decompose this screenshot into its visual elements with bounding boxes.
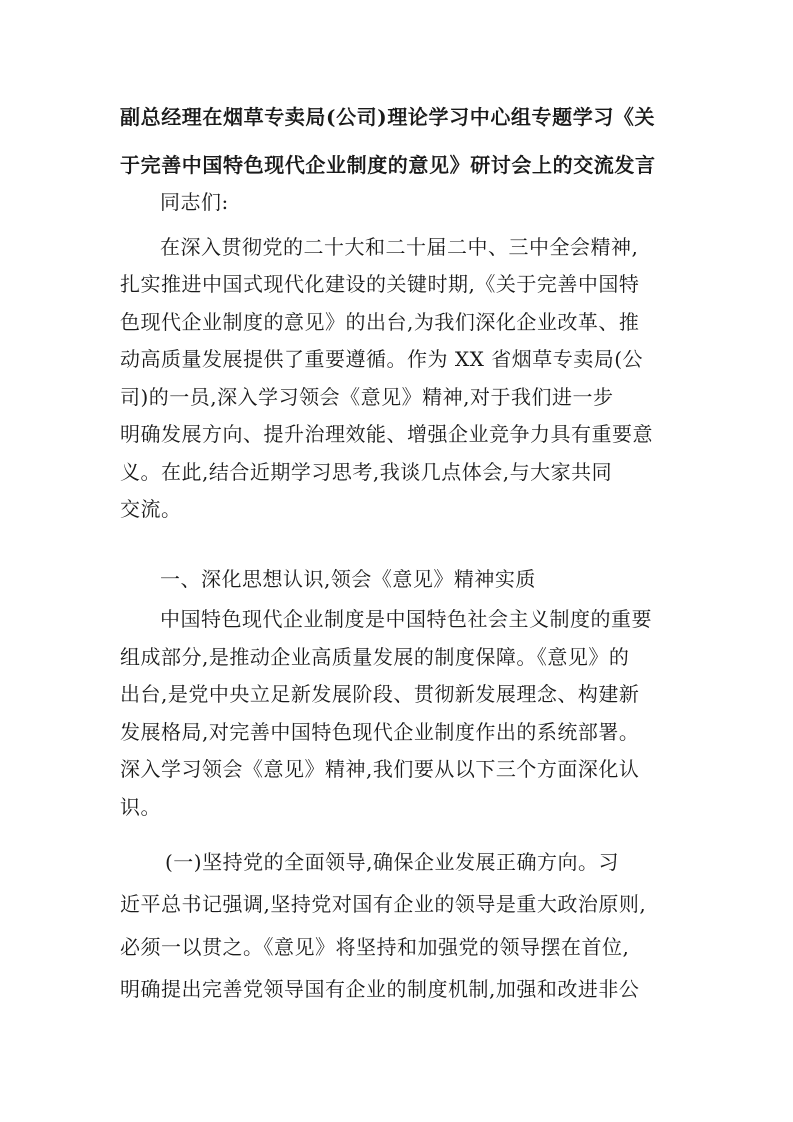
document-title-line-1: 副总经理在烟草专卖局(公司)理论学习中心组专题学习《关 (120, 105, 656, 129)
paragraph-1-line-2: 扎实推进中国式现代化建设的关键时期,《关于完善中国特 (120, 272, 640, 296)
paragraph-3-line-3: 必须一以贯之。《意见》将坚持和加强党的领导摆在首位, (120, 935, 630, 959)
paragraph-3-line-2: 近平总书记强调,坚持党对国有企业的领导是重大政治原则, (120, 892, 647, 916)
section-heading-1: 一、深化思想认识,领会《意见》精神实质 (160, 567, 536, 591)
paragraph-2-line-1: 中国特色现代企业制度是中国特色社会主义制度的重要 (160, 607, 652, 631)
paragraph-2-line-3: 出台,是党中央立足新发展阶段、贯彻新发展理念、构建新 (120, 682, 640, 706)
greeting: 同志们: (160, 190, 229, 214)
paragraph-1-line-8: 交流。 (120, 497, 182, 521)
paragraph-2-line-5: 深入学习领会《意见》精神,我们要从以下三个方面深化认 (120, 757, 640, 781)
paragraph-1-line-3: 色现代企业制度的意见》的出台,为我们深化企业改革、推 (120, 310, 640, 334)
paragraph-2-line-4: 发展格局,对完善中国特色现代企业制度作出的系统部署。 (120, 720, 640, 744)
paragraph-2-line-6: 识。 (120, 795, 161, 819)
paragraph-1-line-5: 司)的一员,深入学习领会《意见》精神,对于我们进一步 (120, 385, 614, 409)
paragraph-1-line-1: 在深入贯彻党的二十大和二十届二中、三中全会精神, (160, 235, 639, 259)
paragraph-2-line-2: 组成部分,是推动企业高质量发展的制度保障。《意见》的 (120, 645, 630, 669)
paragraph-3-line-1: (一)坚持党的全面领导,确保企业发展正确方向。习 (165, 850, 619, 874)
paragraph-1-line-6: 明确发展方向、提升治理效能、增强企业竞争力具有重要意 (120, 422, 653, 446)
paragraph-3-line-4: 明确提出完善党领导国有企业的制度机制,加强和改进非公 (120, 977, 640, 1001)
paragraph-1-line-4: 动高质量发展提供了重要遵循。作为 XX 省烟草专卖局(公 (120, 347, 643, 371)
paragraph-1-line-7: 义。在此,结合近期学习思考,我谈几点体会,与大家共同 (120, 460, 613, 484)
document-title-line-2: 于完善中国特色现代企业制度的意见》研讨会上的交流发言 (120, 153, 656, 177)
